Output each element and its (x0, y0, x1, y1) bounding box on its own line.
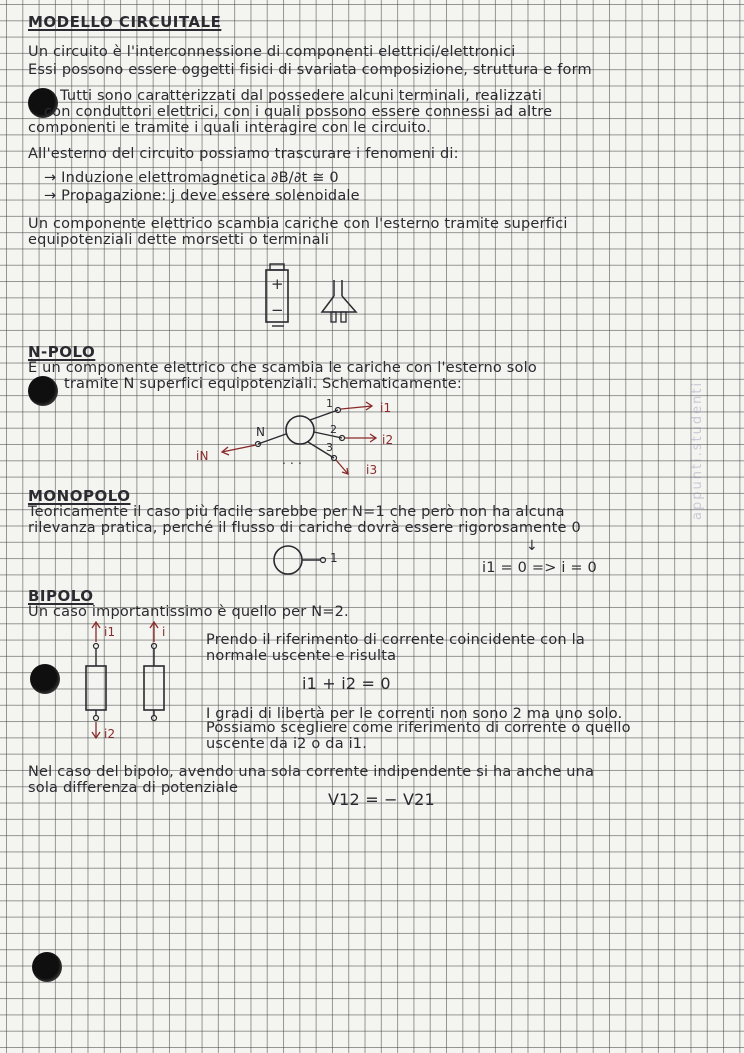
text-line: Un circuito è l'interconnessione di componenti elettrici/elettronici (28, 44, 516, 60)
text-line: sola differenza di potenziale (28, 780, 239, 796)
label-n: N (256, 425, 266, 439)
equation: V12 = − V21 (328, 790, 435, 809)
text-line: Un componente elettrico scambia cariche con l'esterno tramite superfici (28, 216, 568, 232)
text-line: I gradi di libertà per le correnti non sono 2 ma uno solo. (206, 706, 623, 722)
terminal-3: 3 (326, 441, 334, 454)
current-i2: i2 (382, 433, 394, 447)
text-line: Nel caso del bipolo, avendo una sola corrente indipendente si ha anche una (28, 764, 595, 780)
text-line: rilevanza pratica, perché il flusso di cariche dovrà essere rigorosamente 0 (28, 520, 581, 536)
section-title-monopolo: MONOPOLO (28, 487, 131, 505)
battery-drawing (262, 262, 296, 330)
binder-hole (28, 376, 58, 406)
text-line: Prendo il riferimento di corrente coincidente con la (206, 632, 585, 648)
section-title-bipolo: BIPOLO (28, 587, 94, 605)
current-i: i (162, 625, 166, 639)
text-line: normale uscente e risulta (206, 648, 397, 664)
text-line: Teoricamente il caso più facile sarebbe per N=1 che però non ha alcuna (28, 504, 565, 520)
text-line: Possiamo scegliere come riferimento di corrente o quello (206, 720, 631, 736)
text-line: Tutti sono caratterizzati dal possedere alcuni terminali, realizzati (60, 88, 543, 104)
plus-sign: + (271, 275, 284, 293)
equation: i1 + i2 = 0 (302, 674, 391, 693)
section-title-npolo: N-POLO (28, 343, 96, 361)
text-line: componenti e tramite i quali interagire con le circuito. (28, 120, 431, 136)
minus-sign: − (271, 301, 284, 319)
label-in: iN (196, 449, 209, 463)
terminal-1: 1 (326, 397, 334, 410)
monopolo-diagram (270, 544, 350, 580)
text-line: All'esterno del circuito possiamo trascurare i fenomeni di: (28, 146, 459, 162)
bullet-item: → Induzione elettromagnetica ∂B/∂t ≅ 0 (44, 170, 339, 186)
binder-hole (32, 952, 62, 982)
text-line: È un componente elettrico che scambia le cariche con l'esterno solo (28, 360, 537, 376)
watermark: appunti.studenti (690, 380, 705, 520)
dots: . . . (282, 453, 303, 467)
current-i2: i2 (104, 727, 116, 741)
text-line: uscente da i2 o da i1. (206, 736, 368, 752)
bipolo-diagram (80, 618, 190, 742)
text-line: tramite N superfici equipotenziali. Schematicamente: (64, 376, 462, 392)
text-line: Essi possono essere oggetti fisici di svariata composizione, struttura e form (28, 62, 592, 78)
equation: i1 = 0 => i = 0 (482, 560, 597, 576)
text-line: Un caso importantissimo è quello per N=2. (28, 604, 349, 620)
arrow-down: ↓ (526, 538, 538, 554)
text-line: equipotenziali dette morsetti o terminali (28, 232, 330, 248)
current-i3: i3 (366, 463, 378, 477)
terminal-2: 2 (330, 423, 338, 436)
current-i1: i1 (380, 401, 392, 415)
text-line: con conduttori elettrici, con i quali possono essere connessi ad altre (44, 104, 553, 120)
section-title-modello: MODELLO CIRCUITALE (28, 13, 222, 31)
plug-drawing (318, 278, 362, 328)
terminal-1: 1 (330, 551, 338, 565)
bullet-item: → Propagazione: j deve essere solenoidale (44, 188, 360, 204)
current-i1: i1 (104, 625, 116, 639)
binder-hole (30, 664, 60, 694)
